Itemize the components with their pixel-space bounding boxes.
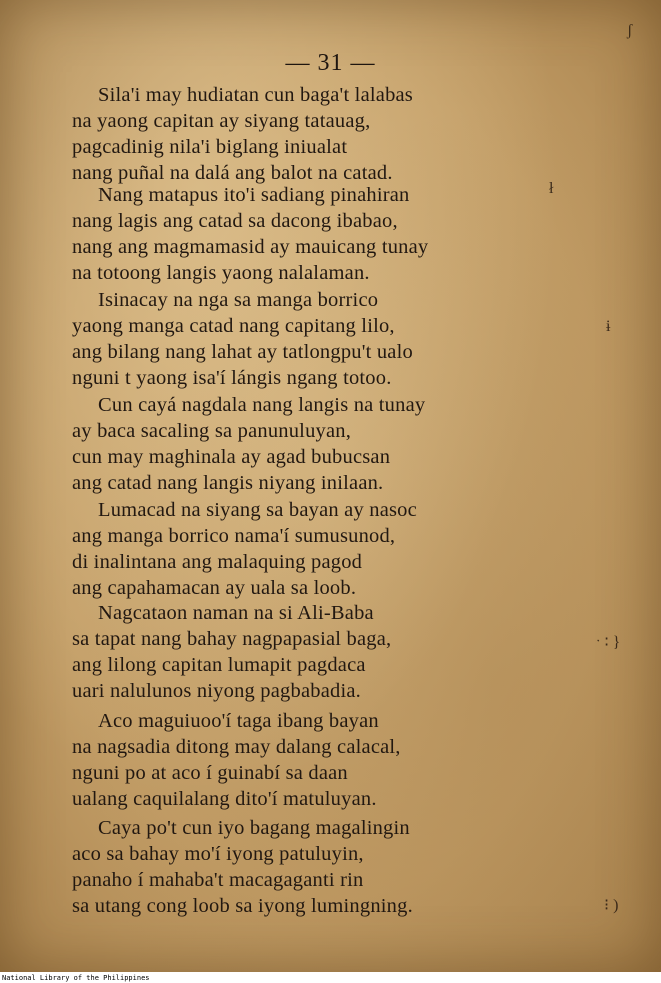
stanza-2 bbox=[72, 182, 542, 286]
bleed-through-mark: ⁝ ) bbox=[604, 897, 619, 914]
verse-line: Nang matapus ito'i sadiang pinahiran bbox=[98, 184, 410, 206]
verse-line: sa utang cong loob sa iyong lumingning. bbox=[72, 895, 413, 917]
stanza-4 bbox=[72, 392, 542, 496]
verse-line: nguni po at aco í guinabí sa daan bbox=[72, 762, 348, 784]
verse-line: panaho í mahaba't macagaganti rin bbox=[72, 869, 364, 891]
stanza-5 bbox=[72, 497, 542, 601]
verse-line: sa tapat nang bahay nagpapasial baga, bbox=[72, 628, 392, 650]
verse-line: ang catad nang langis niyang inilaan. bbox=[72, 472, 384, 494]
stanza-1 bbox=[72, 82, 542, 186]
verse-line: aco sa bahay mo'í iyong patuluyin, bbox=[72, 843, 364, 865]
bleed-through-mark: ł bbox=[549, 180, 554, 197]
verse-line: Aco maguiuoo'í taga ibang bayan bbox=[98, 710, 379, 732]
verse-line: ualang caquilalang dito'í matuluyan. bbox=[72, 788, 377, 810]
stanza-6 bbox=[72, 600, 542, 704]
stanza-8 bbox=[72, 815, 542, 919]
verse-line: ang bilang nang lahat ay tatlongpu't ualo bbox=[72, 341, 413, 363]
page-number: — 31 — bbox=[285, 50, 376, 76]
verse-line: na totoong langis yaong nalalaman. bbox=[72, 262, 370, 284]
verse-line: Lumacad na siyang sa bayan ay nasoc bbox=[98, 499, 417, 521]
verse-line: nang lagis ang catad sa dacong ibabao, bbox=[72, 210, 398, 232]
verse-line: pagcadinig nila'i biglang iniualat bbox=[72, 136, 348, 158]
verse-line: Sila'i may hudiatan cun baga't lalabas bbox=[98, 84, 413, 106]
verse-line: nguni t yaong isa'í lángis ngang totoo. bbox=[72, 367, 392, 389]
verse-line: Caya po't cun iyo bagang magalingin bbox=[98, 817, 410, 839]
verse-line: Isinacay na nga sa manga borrico bbox=[98, 289, 379, 311]
verse-line: Nagcataon naman na si Ali-Baba bbox=[98, 602, 374, 624]
verse-line: di inalintana ang malaquing pagod bbox=[72, 551, 363, 573]
verse-line: ang manga borrico nama'í sumusunod, bbox=[72, 525, 396, 547]
verse-line: yaong manga catad nang capitang lilo, bbox=[72, 315, 395, 337]
verse-line: ang capahamacan ay uala sa loob. bbox=[72, 577, 357, 599]
verse-line: Cun cayá nagdala nang langis na tunay bbox=[98, 394, 426, 416]
verse-line: na yaong capitan ay siyang tatauag, bbox=[72, 110, 371, 132]
verse-line: cun may maghinala ay agad bubucsan bbox=[72, 446, 391, 468]
verse-line: ay baca sacaling sa panunuluyan, bbox=[72, 420, 352, 442]
verse-line: nang puñal na dalá ang balot na catad. bbox=[72, 162, 393, 184]
stanza-7 bbox=[72, 708, 542, 812]
bleed-through-mark: ʃ bbox=[627, 22, 633, 39]
bleed-through-mark: ɨ bbox=[606, 318, 611, 335]
verse-line: na nagsadia ditong may dalang calacal, bbox=[72, 736, 401, 758]
bleed-through-mark: ˑ ∶ } bbox=[596, 634, 621, 651]
verse-line: nang ang magmamasid ay mauicang tunay bbox=[72, 236, 429, 258]
stanza-3 bbox=[72, 287, 542, 391]
verse-line: uari nalulunos niyong pagbabadia. bbox=[72, 680, 361, 702]
library-credit: National Library of the Philippines bbox=[2, 974, 150, 982]
verse-line: ang lilong capitan lumapit pagdaca bbox=[72, 654, 366, 676]
